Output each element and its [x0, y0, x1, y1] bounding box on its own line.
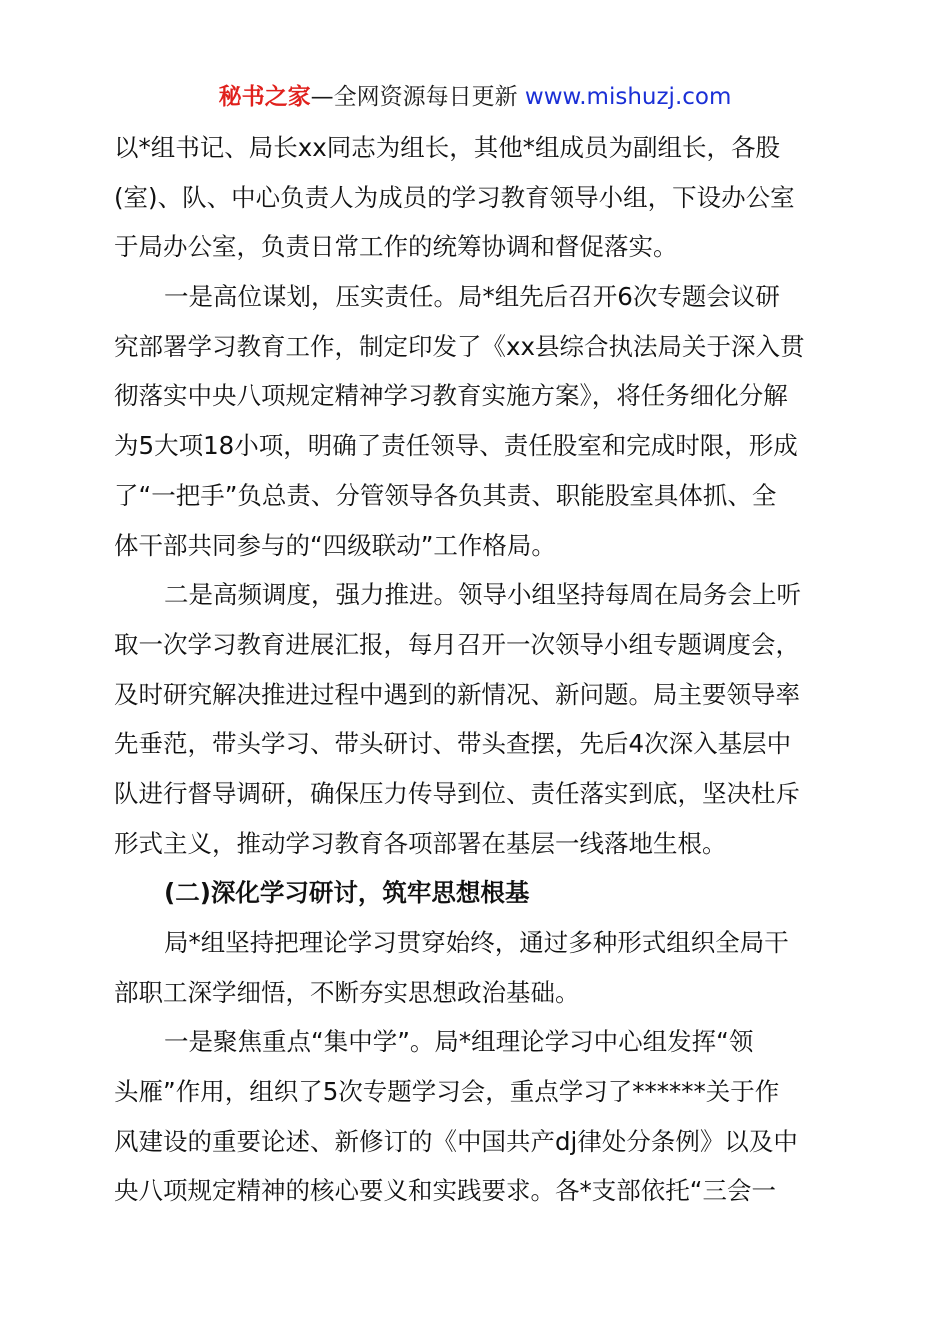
- body-line: (室)、队、中心负责人为成员的学习教育领导小组，下设办公室: [114, 182, 795, 212]
- paragraph-start: 二是高频调度，强力推进。领导小组坚持每周在局务会上听: [164, 580, 801, 610]
- body-line: 为5大项18小项，明确了责任领导、责任股室和完成时限，形成: [114, 431, 798, 461]
- body-line: 于局办公室，负责日常工作的统筹协调和督促落实。: [114, 232, 678, 262]
- body-line: 以*组书记、局长xx同志为组长，其他*组成员为副组长，各股: [114, 133, 780, 162]
- body-line: 取一次学习教育进展汇报，每月召开一次领导小组专题调度会，: [114, 629, 800, 659]
- document-body: [114, 128, 850, 1221]
- body-line: 彻落实中央八项规定精神学习教育实施方案》，将任务细化分解: [114, 381, 788, 411]
- section-heading: (二)深化学习研讨，筑牢思想根基: [164, 878, 530, 908]
- page-header: [0, 80, 950, 114]
- body-line: 及时研究解决推进过程中遇到的新情况、新问题。局主要领导率: [114, 679, 800, 709]
- body-line: 队进行督导调研，确保压力传导到位、责任落实到底，坚决杜斥: [114, 778, 800, 808]
- body-line: 头雁”作用，组织了5次专题学习会，重点学习了******关于作: [114, 1077, 780, 1107]
- paragraph-start: 一是高位谋划，压实责任。局*组先后召开6次专题会议研: [164, 282, 780, 312]
- body-line: 形式主义，推动学习教育各项部署在基层一线落地生根。: [114, 828, 727, 858]
- body-line: 体干部共同参与的“四级联动”工作格局。: [114, 530, 556, 560]
- body-line: 究部署学习教育工作，制定印发了《xx县综合执法局关于深入贯: [114, 331, 805, 361]
- paragraph-start: 一是聚焦重点“集中学”。局*组理论学习中心组发挥“领: [164, 1027, 754, 1057]
- header-brand: 秘书之家: [218, 84, 311, 110]
- paragraph-start: 局*组坚持把理论学习贯穿始终，通过多种形式组织全局干: [164, 928, 789, 957]
- body-line: 风建设的重要论述、新修订的《中国共产dj律处分条例》以及中: [114, 1126, 798, 1156]
- header-site-link[interactable]: www.mishuzj.com: [524, 84, 732, 110]
- body-line: 部职工深学细悟，不断夯实思想政治基础。: [114, 977, 580, 1007]
- body-line: 央八项规定精神的核心要义和实践要求。各*支部依托“三会一: [114, 1176, 776, 1206]
- body-line: 了“一把手”负总责、分管领导各负其责、职能股室具体抓、全: [114, 480, 777, 510]
- header-slogan: —全网资源每日更新: [310, 84, 518, 110]
- body-line: 先垂范，带头学习、带头研讨、带头查摆，先后4次深入基层中: [114, 729, 792, 759]
